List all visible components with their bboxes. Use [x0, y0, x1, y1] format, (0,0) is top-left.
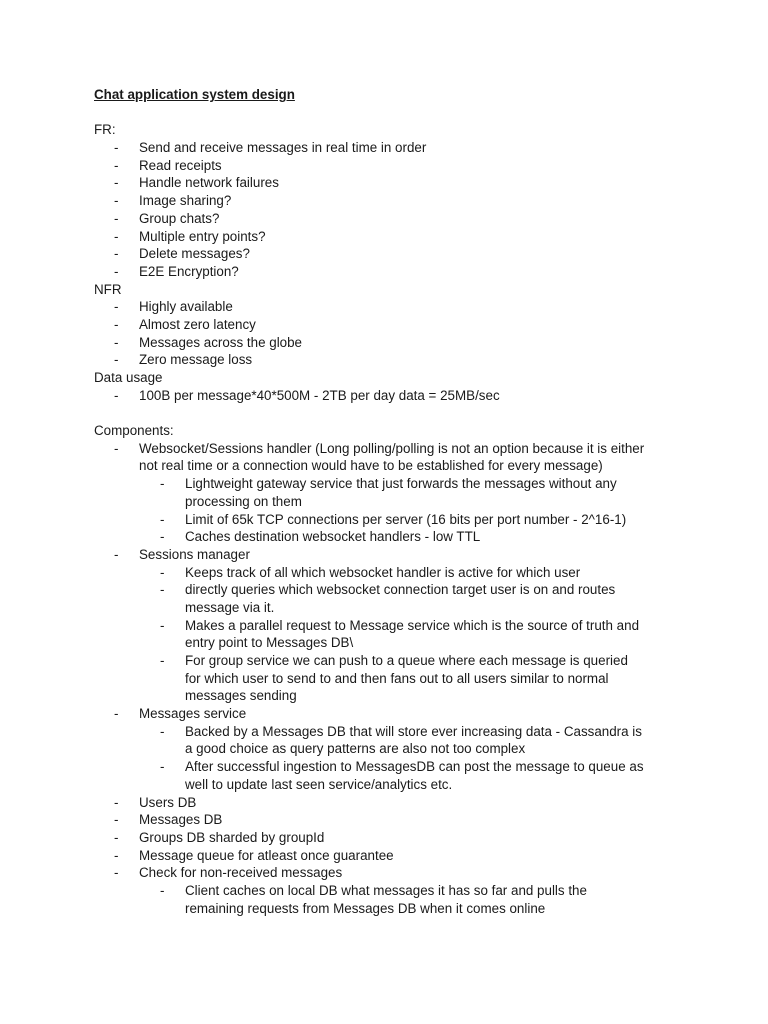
list-item-text: Sessions manager [139, 546, 250, 562]
list-item-text: Limit of 65k TCP connections per server (16 bits per port number - 2^16-1) [185, 511, 627, 527]
list-item [94, 334, 694, 352]
list-item-text: processing on them [185, 493, 302, 509]
bullet-dash: - [114, 812, 119, 828]
list-item-text: After successful ingestion to MessagesDB can post the message to queue as [185, 759, 644, 775]
list-item-text: For group service we can push to a queue where each message is queried [185, 653, 628, 668]
bullet-dash: - [114, 299, 119, 315]
list-item-text: Image sharing? [139, 193, 232, 209]
list-item-text: Highly available [139, 299, 233, 315]
list-item [94, 192, 694, 210]
sub-list-item [94, 581, 694, 599]
bullet-dash: - [114, 352, 119, 368]
bullet-dash: - [114, 263, 119, 279]
list-item-text: Send and receive messages in real time in order [139, 140, 427, 156]
sub-list-item [94, 564, 694, 582]
list-item-text: Messages across the globe [139, 334, 303, 350]
list-item [94, 705, 694, 723]
document-body [94, 86, 694, 917]
list-item-text: Check for non-received messages [139, 865, 343, 881]
list-item-text: Messages DB [139, 812, 223, 828]
section-heading [94, 121, 694, 139]
blank-line [94, 404, 694, 422]
list-item-text: E2E Encryption? [139, 263, 239, 279]
list-item [94, 139, 694, 157]
list-item-text: Messages service [139, 706, 247, 722]
document-lines [94, 104, 694, 918]
list-item-continuation [94, 670, 694, 688]
list-item-text: messages sending [185, 688, 297, 704]
list-item [94, 847, 694, 865]
bullet-dash: - [114, 210, 119, 226]
list-item-text: Keeps track of all which websocket handler is active for which user [185, 564, 581, 580]
bullet-dash: - [114, 193, 119, 209]
list-item [94, 174, 694, 192]
bullet-dash: - [114, 829, 119, 845]
list-item-text: Multiple entry points? [139, 228, 266, 244]
section-heading [94, 281, 694, 299]
sub-list-item [94, 511, 694, 529]
list-item [94, 298, 694, 316]
list-item-text: entry point to Messages DB\ [185, 635, 354, 651]
sub-list-item [94, 758, 694, 776]
sub-list-item [94, 475, 694, 493]
list-item [94, 829, 694, 847]
list-item [94, 316, 694, 334]
list-item-text: remaining requests from Messages DB when it comes online [185, 900, 546, 916]
list-item [94, 440, 694, 458]
section-heading [94, 369, 694, 387]
bullet-dash: - [160, 882, 165, 898]
list-item [94, 794, 694, 812]
bullet-dash: - [114, 847, 119, 863]
bullet-dash: - [160, 582, 165, 598]
bullet-dash: - [160, 653, 165, 668]
sub-list-item [94, 617, 694, 635]
list-item [94, 245, 694, 263]
list-item-text: Message queue for atleast once guarantee [139, 847, 394, 863]
list-item-text: for which user to send to and then fans out to all users similar to normal [185, 670, 609, 686]
list-item-text: message via it. [185, 599, 275, 615]
list-item [94, 263, 694, 281]
sub-list-item [94, 882, 694, 900]
list-item [94, 228, 694, 246]
sub-list-item [94, 652, 694, 670]
bullet-dash: - [160, 476, 165, 492]
list-item-text: Caches destination websocket handlers - low TTL [185, 529, 481, 545]
bullet-dash: - [114, 334, 119, 350]
list-item-text: Zero message loss [139, 352, 253, 368]
blank-line [94, 104, 694, 122]
section-heading-text: Components: [94, 423, 174, 439]
bullet-dash: - [160, 529, 165, 545]
list-item-text: Group chats? [139, 210, 220, 226]
sub-list-item [94, 528, 694, 546]
list-item-text: a good choice as query patterns are also not too complex [185, 741, 526, 757]
section-heading [94, 422, 694, 440]
sub-list-item [94, 723, 694, 741]
list-item-text: Client caches on local DB what messages it has so far and pulls the [185, 882, 587, 898]
list-item [94, 811, 694, 829]
bullet-dash: - [114, 316, 119, 332]
document-title: Chat application system design [94, 87, 295, 102]
section-heading-text: NFR [94, 281, 122, 297]
list-item [94, 546, 694, 564]
bullet-dash: - [114, 387, 119, 403]
bullet-dash: - [114, 140, 119, 156]
list-item-text: 100B per message*40*500M - 2TB per day data = 25MB/sec [139, 387, 500, 403]
list-item [94, 387, 694, 405]
list-item-continuation [94, 634, 694, 652]
list-item [94, 210, 694, 228]
list-item [94, 351, 694, 369]
list-item-text: well to update last seen service/analytics etc. [185, 776, 453, 792]
list-item-text: Backed by a Messages DB that will store ever increasing data - Cassandra is [185, 723, 642, 739]
list-item-text: Lightweight gateway service that just forwards the messages without any [185, 476, 617, 492]
list-item-text: Groups DB sharded by groupId [139, 829, 325, 845]
list-item-text: Delete messages? [139, 246, 250, 262]
list-item-continuation [94, 457, 694, 475]
list-item-text: directly queries which websocket connection target user is on and routes [185, 582, 616, 598]
bullet-dash: - [114, 865, 119, 881]
list-item-continuation [94, 493, 694, 511]
list-item-text: Users DB [139, 794, 197, 810]
list-item-continuation [94, 687, 694, 705]
bullet-dash: - [114, 175, 119, 191]
list-item-text: not real time or a connection would have to be established for every message) [139, 458, 603, 474]
list-item-text: Websocket/Sessions handler (Long polling/polling is not an option because it is either [139, 440, 645, 456]
section-heading-text: Data usage [94, 370, 163, 385]
bullet-dash: - [114, 546, 119, 562]
list-item-continuation [94, 740, 694, 758]
bullet-dash: - [114, 246, 119, 262]
bullet-dash: - [114, 706, 119, 722]
bullet-dash: - [114, 440, 119, 456]
bullet-dash: - [160, 723, 165, 739]
list-item-text: Almost zero latency [139, 316, 256, 332]
list-item-continuation [94, 900, 694, 918]
list-item-text: Handle network failures [139, 175, 279, 191]
bullet-dash: - [160, 564, 165, 580]
list-item-text: Read receipts [139, 157, 222, 173]
bullet-dash: - [114, 794, 119, 810]
list-item-text: Makes a parallel request to Message service which is the source of truth and [185, 617, 640, 633]
bullet-dash: - [114, 157, 119, 173]
list-item-continuation [94, 776, 694, 794]
list-item-continuation [94, 599, 694, 617]
bullet-dash: - [114, 228, 119, 244]
bullet-dash: - [160, 759, 165, 775]
bullet-dash: - [160, 511, 165, 527]
section-heading-text: FR: [94, 122, 116, 138]
list-item [94, 864, 694, 882]
list-item [94, 157, 694, 175]
bullet-dash: - [160, 617, 165, 633]
